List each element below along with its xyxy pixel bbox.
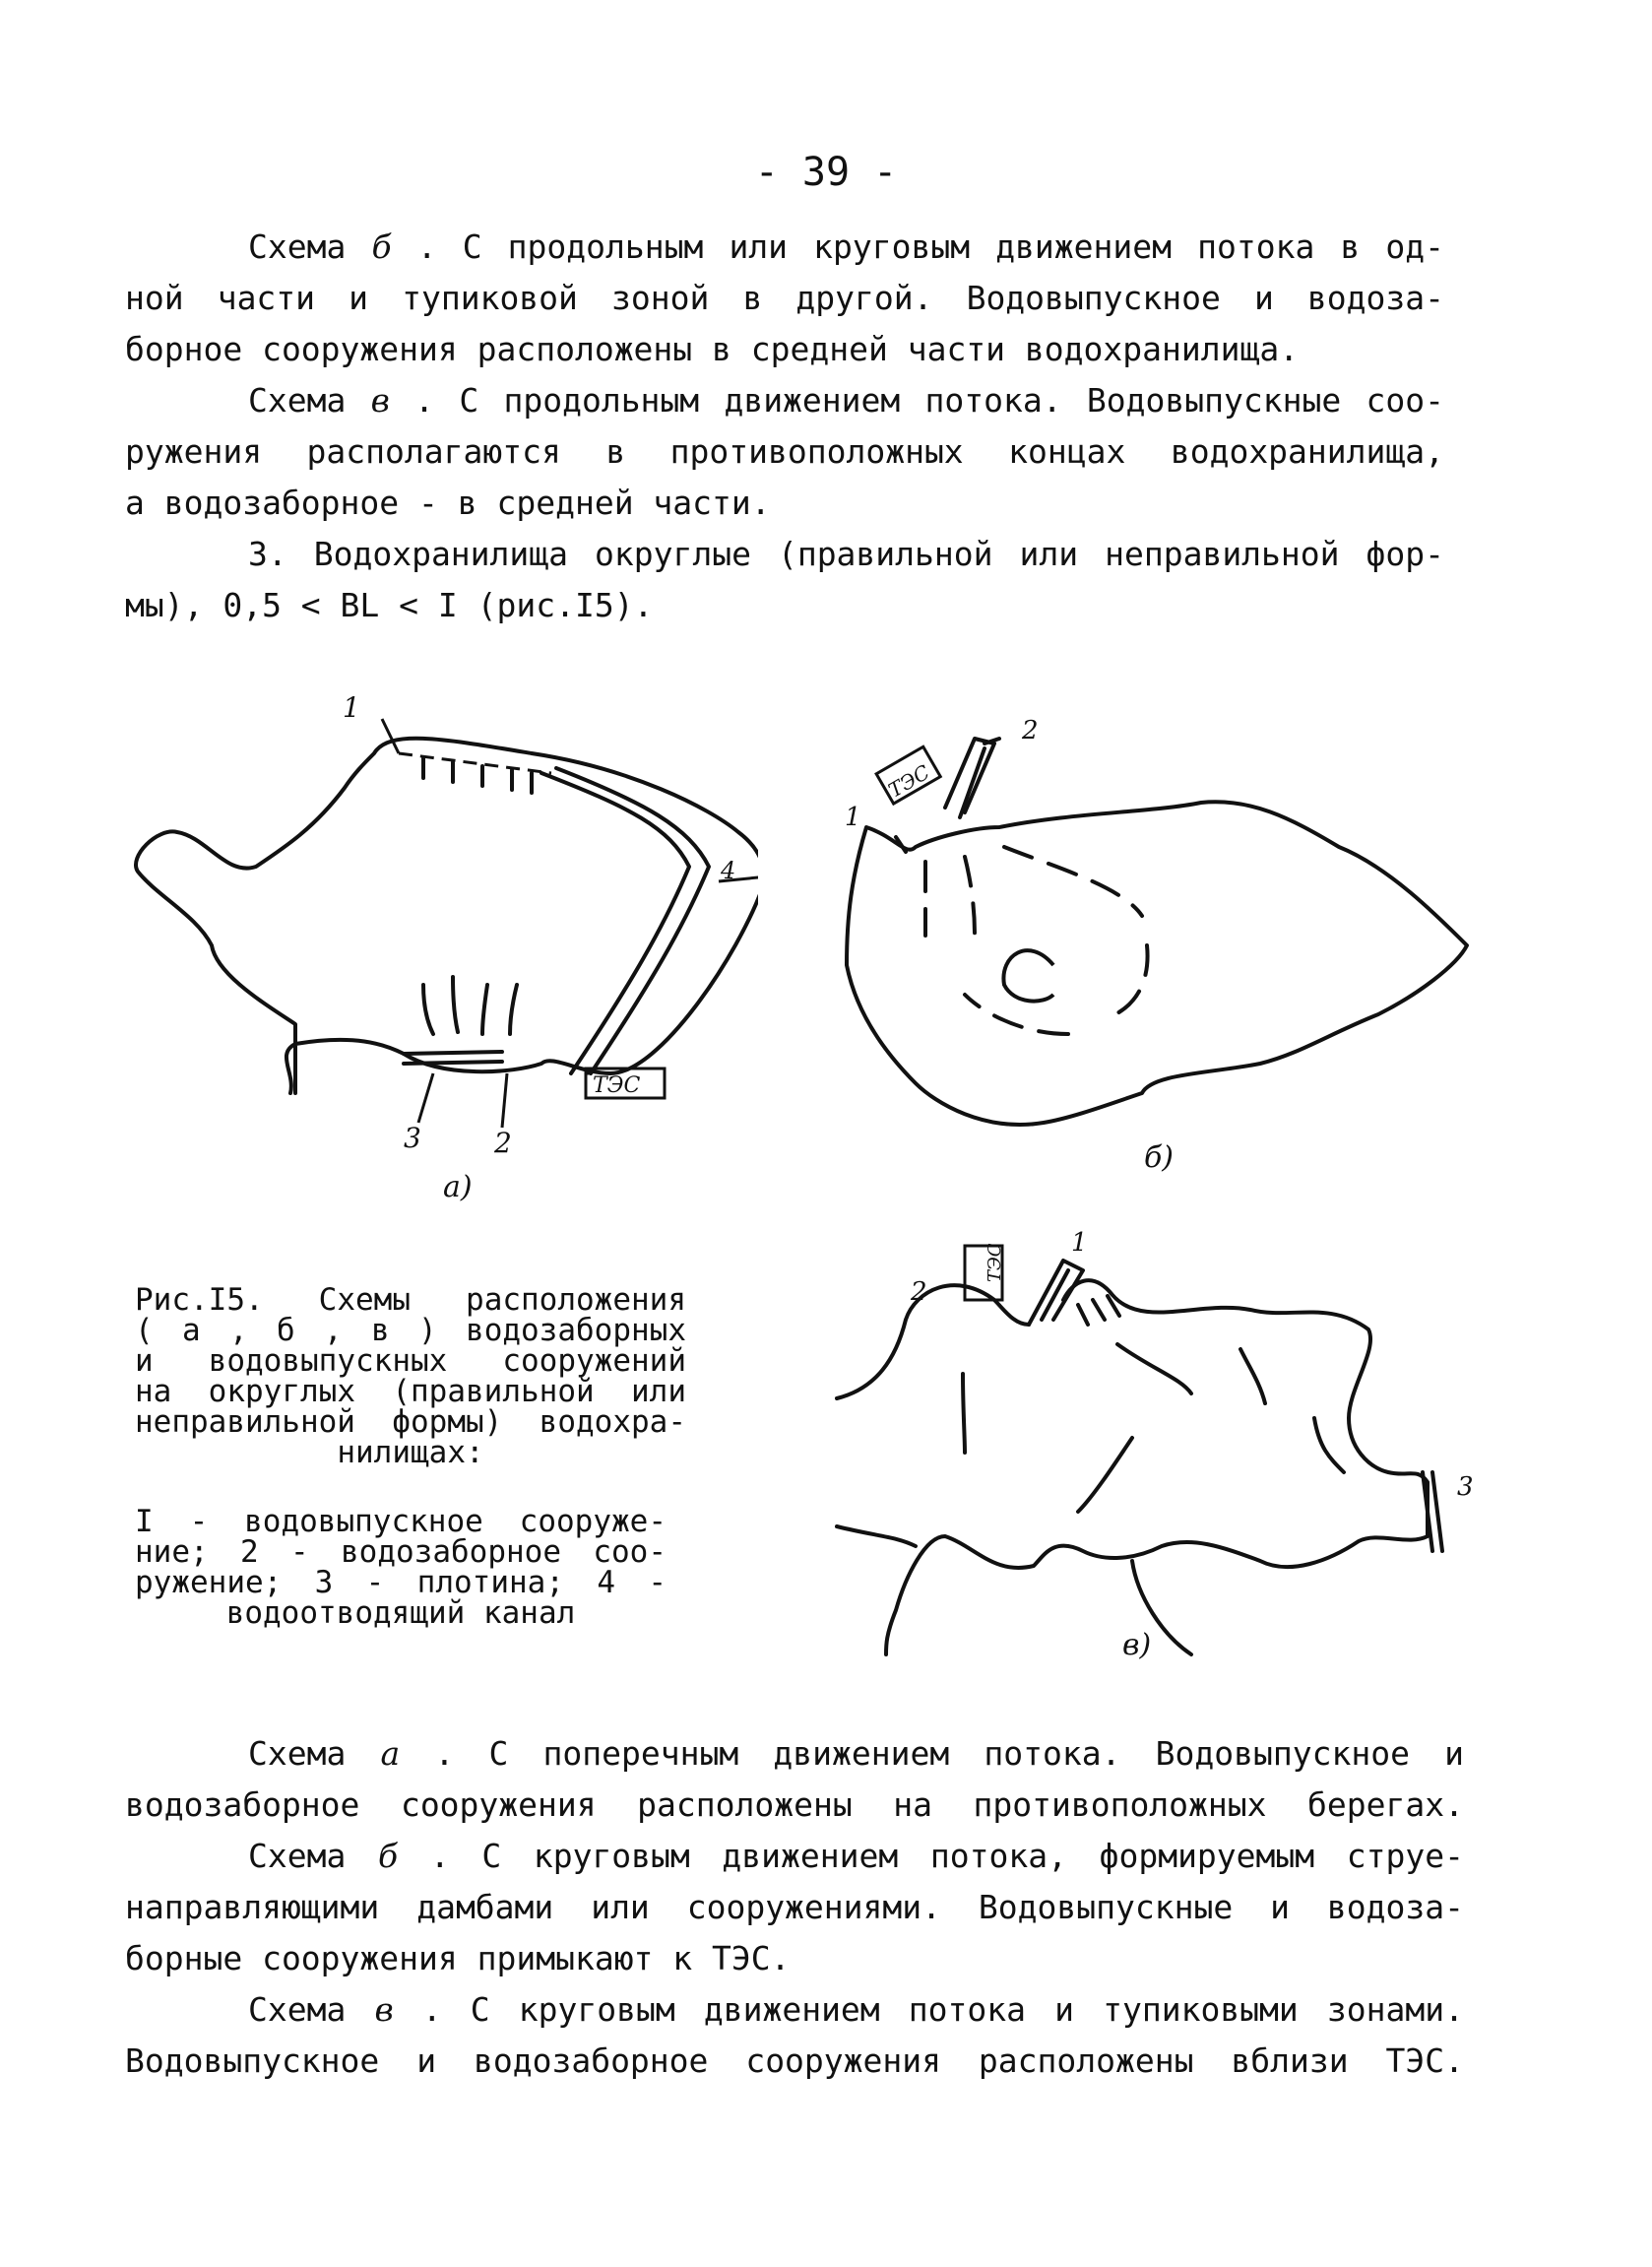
figure-caption bbox=[135, 1282, 686, 1470]
num-1-b: 1 bbox=[845, 803, 861, 832]
num-1-a: 1 bbox=[343, 691, 360, 724]
figure-legend bbox=[135, 1504, 667, 1631]
bottom-line-1: Схема а . С поперечным движением потока. Водовыпускное и bbox=[248, 1734, 1465, 1773]
figure-v-drawing bbox=[817, 1221, 1506, 1674]
top-line-1: Схема б . С продольным или круговым движением потока в од- bbox=[248, 227, 1444, 266]
legend-line-1: I - водовыпускное сооруже- bbox=[135, 1504, 667, 1539]
bottom-text bbox=[125, 1728, 1464, 2087]
label-v: в) bbox=[1122, 1628, 1152, 1662]
bottom-line-4: направляющими дамбами или сооружениями. Водовыпускные и водоза- bbox=[125, 1888, 1464, 1926]
caption-line-4: на округлых (правильной или bbox=[135, 1374, 686, 1409]
bottom-line-3: Схема б . С круговым движением потока, формируемым струе- bbox=[248, 1837, 1464, 1875]
bottom-line-5: борные сооружения примыкают к ТЭС. bbox=[125, 1939, 791, 1977]
top-text bbox=[125, 222, 1444, 631]
top-line-6: а водозаборное - в средней части. bbox=[125, 484, 771, 522]
top-line-4: Схема в . С продольным движением потока. Водовыпускные соо- bbox=[248, 381, 1444, 420]
caption-line-5: неправильной формы) водохра- bbox=[135, 1404, 686, 1440]
num-1-v: 1 bbox=[1071, 1228, 1088, 1258]
top-line-2: ной части и тупиковой зоной в другой. Водовыпускное и водоза- bbox=[125, 279, 1444, 317]
top-line-3: борное сооружения расположены в средней части водохранилища. bbox=[125, 330, 1300, 368]
num-4-a: 4 bbox=[721, 857, 736, 884]
label-a: а) bbox=[443, 1170, 473, 1204]
num-2-b: 2 bbox=[1022, 719, 1039, 745]
figure-a-drawing bbox=[118, 660, 758, 1211]
caption-line-6: нилищах: bbox=[337, 1435, 484, 1470]
num-2-v: 2 bbox=[911, 1277, 927, 1307]
figure-v bbox=[817, 1221, 1506, 1674]
label-b: б) bbox=[1144, 1140, 1175, 1175]
legend-line-4: водоотводящий канал bbox=[225, 1595, 576, 1631]
num-3-a: 3 bbox=[404, 1122, 421, 1154]
figure-b-drawing bbox=[827, 719, 1496, 1192]
figure-a bbox=[118, 660, 758, 1211]
tes-label-v: ТЭС bbox=[985, 1243, 1005, 1282]
bottom-line-6: Схема в . С круговым движением потока и тупиковыми зонами. bbox=[248, 1990, 1464, 2029]
bottom-line-2: водозаборное сооружения расположены на противоположных берегах. bbox=[125, 1785, 1464, 1824]
figure-b bbox=[827, 719, 1496, 1192]
caption-line-3: и водовыпускных сооружений bbox=[135, 1343, 686, 1379]
page-number: - 39 - bbox=[754, 150, 898, 195]
caption-line-1: Рис.I5. Схемы расположения bbox=[135, 1282, 686, 1318]
tes-label-b: ТЭС bbox=[884, 759, 934, 803]
caption-line-2: ( а , б , в ) водозаборных bbox=[135, 1313, 686, 1348]
top-line-5: ружения располагаются в противоположных концах водохранилища, bbox=[125, 432, 1444, 471]
num-3-v: 3 bbox=[1457, 1472, 1474, 1502]
legend-line-3: ружение; 3 - плотина; 4 - bbox=[135, 1565, 667, 1600]
legend-line-2: ние; 2 - водозаборное соо- bbox=[135, 1534, 667, 1570]
num-2-a: 2 bbox=[494, 1127, 512, 1159]
top-line-8: мы), 0,5 < BL < I (рис.I5). bbox=[125, 586, 654, 624]
top-line-7: 3. Водохранилища округлые (правильной или неправильной фор- bbox=[248, 535, 1444, 573]
bottom-line-7: Водовыпускное и водозаборное сооружения расположены вблизи ТЭС. bbox=[125, 2041, 1464, 2080]
tes-label-a: ТЭС bbox=[593, 1073, 641, 1098]
